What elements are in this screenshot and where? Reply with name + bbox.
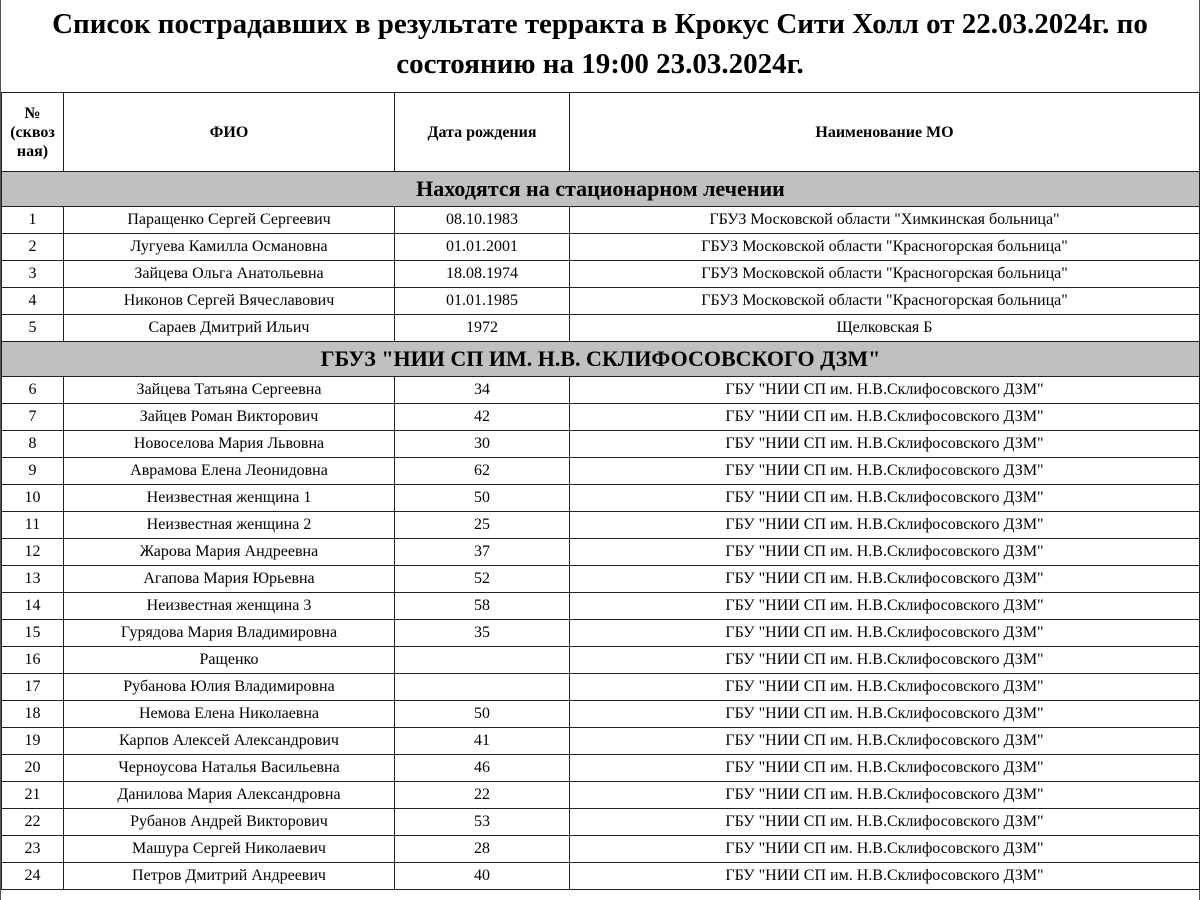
cell-medical-org: ГБУ "НИИ СП им. Н.В.Склифосовского ДЗМ" [570,728,1200,755]
cell-fio: Неизвестная женщина 2 [64,512,395,539]
table-row [2,566,1200,593]
cell-number: 24 [2,863,64,890]
table-row [2,288,1200,315]
cell-fio: Рубанова Юлия Владимировна [64,674,395,701]
title-line-2: состоянию на 19:00 23.03.2024г. [396,48,804,80]
cell-number: 20 [2,755,64,782]
cell-medical-org: ГБУЗ Московской области "Красногорская больница" [570,288,1200,315]
cell-number: 13 [2,566,64,593]
cell-fio: Лугуева Камилла Османовна [64,234,395,261]
table-row [2,458,1200,485]
table-row [2,539,1200,566]
cell-medical-org: ГБУ "НИИ СП им. Н.В.Склифосовского ДЗМ" [570,836,1200,863]
cell-birth-date: 58 [395,593,570,620]
cell-medical-org: ГБУ "НИИ СП им. Н.В.Склифосовского ДЗМ" [570,431,1200,458]
cell-fio: Гурядова Мария Владимировна [64,620,395,647]
cell-number: 12 [2,539,64,566]
cell-number: 2 [2,234,64,261]
cell-birth-date: 40 [395,863,570,890]
table-row [2,620,1200,647]
cell-fio: Зайцева Ольга Анатольевна [64,261,395,288]
cell-number: 14 [2,593,64,620]
section-title: Находятся на стационарном лечении [2,172,1200,207]
cell-number: 21 [2,782,64,809]
cell-number: 9 [2,458,64,485]
cell-birth-date: 1972 [395,315,570,342]
table-row [2,728,1200,755]
cell-birth-date: 08.10.1983 [395,207,570,234]
cell-number: 11 [2,512,64,539]
table-row [2,647,1200,674]
cell-medical-org: ГБУ "НИИ СП им. Н.В.Склифосовского ДЗМ" [570,701,1200,728]
table-row [2,674,1200,701]
cell-medical-org: ГБУ "НИИ СП им. Н.В.Склифосовского ДЗМ" [570,755,1200,782]
cell-birth-date: 25 [395,512,570,539]
cell-number: 8 [2,431,64,458]
cell-fio: Данилова Мария Александровна [64,782,395,809]
table-row [2,485,1200,512]
cell-medical-org: ГБУ "НИИ СП им. Н.В.Склифосовского ДЗМ" [570,377,1200,404]
header-fio: ФИО [64,93,395,172]
cell-fio: Паращенко Сергей Сергеевич [64,207,395,234]
cell-medical-org: ГБУ "НИИ СП им. Н.В.Склифосовского ДЗМ" [570,458,1200,485]
cell-number: 15 [2,620,64,647]
table-row [2,207,1200,234]
cell-medical-org: ГБУЗ Московской области "Химкинская больница" [570,207,1200,234]
table-row [2,809,1200,836]
cell-fio: Аврамова Елена Леонидовна [64,458,395,485]
cell-fio: Черноусова Наталья Васильевна [64,755,395,782]
title-line-1: Список пострадавших в результате терракта в Крокус Сити Холл от 22.03.2024г. по [52,8,1148,40]
cell-number: 23 [2,836,64,863]
document-title [1,0,1199,92]
cell-fio: Жарова Мария Андреевна [64,539,395,566]
cell-number: 1 [2,207,64,234]
cell-birth-date: 53 [395,809,570,836]
section-header-row [2,172,1200,207]
cell-birth-date: 52 [395,566,570,593]
cell-number: 19 [2,728,64,755]
cell-birth-date: 18.08.1974 [395,261,570,288]
table-row [2,315,1200,342]
table-row [2,404,1200,431]
table-row [2,261,1200,288]
cell-number: 7 [2,404,64,431]
cell-medical-org: ГБУ "НИИ СП им. Н.В.Склифосовского ДЗМ" [570,539,1200,566]
cell-birth-date: 01.01.1985 [395,288,570,315]
cell-medical-org: ГБУ "НИИ СП им. Н.В.Склифосовского ДЗМ" [570,485,1200,512]
table-row [2,593,1200,620]
table-row [2,234,1200,261]
table-row [2,782,1200,809]
table-row [2,755,1200,782]
cell-medical-org: ГБУ "НИИ СП им. Н.В.Склифосовского ДЗМ" [570,809,1200,836]
cell-birth-date: 50 [395,701,570,728]
table-row [2,863,1200,890]
cell-birth-date: 62 [395,458,570,485]
header-row [2,93,1200,172]
table-row [2,701,1200,728]
cell-fio: Рубанов Андрей Викторович [64,809,395,836]
cell-medical-org: ГБУ "НИИ СП им. Н.В.Склифосовского ДЗМ" [570,863,1200,890]
cell-birth-date: 50 [395,485,570,512]
table-row [2,836,1200,863]
cell-birth-date: 34 [395,377,570,404]
cell-number: 18 [2,701,64,728]
section-header-row [2,342,1200,377]
cell-fio: Никонов Сергей Вячеславович [64,288,395,315]
cell-medical-org: ГБУ "НИИ СП им. Н.В.Склифосовского ДЗМ" [570,512,1200,539]
cell-fio: Ращенко [64,647,395,674]
cell-fio: Зайцев Роман Викторович [64,404,395,431]
cell-number: 4 [2,288,64,315]
cell-medical-org: ГБУЗ Московской области "Красногорская больница" [570,261,1200,288]
cell-fio: Немова Елена Николаевна [64,701,395,728]
cell-fio: Сараев Дмитрий Ильич [64,315,395,342]
header-birth-date: Дата рождения [395,93,570,172]
cell-birth-date: 22 [395,782,570,809]
cell-medical-org: ГБУ "НИИ СП им. Н.В.Склифосовского ДЗМ" [570,674,1200,701]
cell-fio: Агапова Мария Юрьевна [64,566,395,593]
cell-medical-org: ГБУЗ Московской области "Красногорская больница" [570,234,1200,261]
cell-number: 16 [2,647,64,674]
cell-fio: Петров Дмитрий Андреевич [64,863,395,890]
cell-medical-org: ГБУ "НИИ СП им. Н.В.Склифосовского ДЗМ" [570,593,1200,620]
cell-birth-date: 30 [395,431,570,458]
section-title: ГБУЗ "НИИ СП ИМ. Н.В. СКЛИФОСОВСКОГО ДЗМ" [2,342,1200,377]
cell-medical-org: ГБУ "НИИ СП им. Н.В.Склифосовского ДЗМ" [570,620,1200,647]
table-body [2,172,1200,890]
header-medical-org: Наименование МО [570,93,1200,172]
cell-fio: Неизвестная женщина 1 [64,485,395,512]
cell-birth-date: 46 [395,755,570,782]
cell-number: 17 [2,674,64,701]
cell-fio: Карпов Алексей Александрович [64,728,395,755]
cell-birth-date: 42 [395,404,570,431]
table-row [2,377,1200,404]
cell-fio: Зайцева Татьяна Сергеевна [64,377,395,404]
cell-birth-date [395,647,570,674]
cell-fio: Машура Сергей Николаевич [64,836,395,863]
victims-table [1,92,1200,890]
cell-number: 22 [2,809,64,836]
cell-medical-org: ГБУ "НИИ СП им. Н.В.Склифосовского ДЗМ" [570,566,1200,593]
cell-number: 10 [2,485,64,512]
cell-fio: Новоселова Мария Львовна [64,431,395,458]
cell-medical-org: Щелковская Б [570,315,1200,342]
table-row [2,512,1200,539]
cell-birth-date: 41 [395,728,570,755]
cell-number: 3 [2,261,64,288]
cell-medical-org: ГБУ "НИИ СП им. Н.В.Склифосовского ДЗМ" [570,782,1200,809]
cell-number: 5 [2,315,64,342]
cell-birth-date: 37 [395,539,570,566]
table-row [2,431,1200,458]
cell-birth-date: 01.01.2001 [395,234,570,261]
cell-medical-org: ГБУ "НИИ СП им. Н.В.Склифосовского ДЗМ" [570,647,1200,674]
cell-birth-date [395,674,570,701]
cell-birth-date: 28 [395,836,570,863]
cell-fio: Неизвестная женщина 3 [64,593,395,620]
cell-birth-date: 35 [395,620,570,647]
cell-number: 6 [2,377,64,404]
header-number: № (сквоз ная) [2,93,64,172]
cell-medical-org: ГБУ "НИИ СП им. Н.В.Склифосовского ДЗМ" [570,404,1200,431]
